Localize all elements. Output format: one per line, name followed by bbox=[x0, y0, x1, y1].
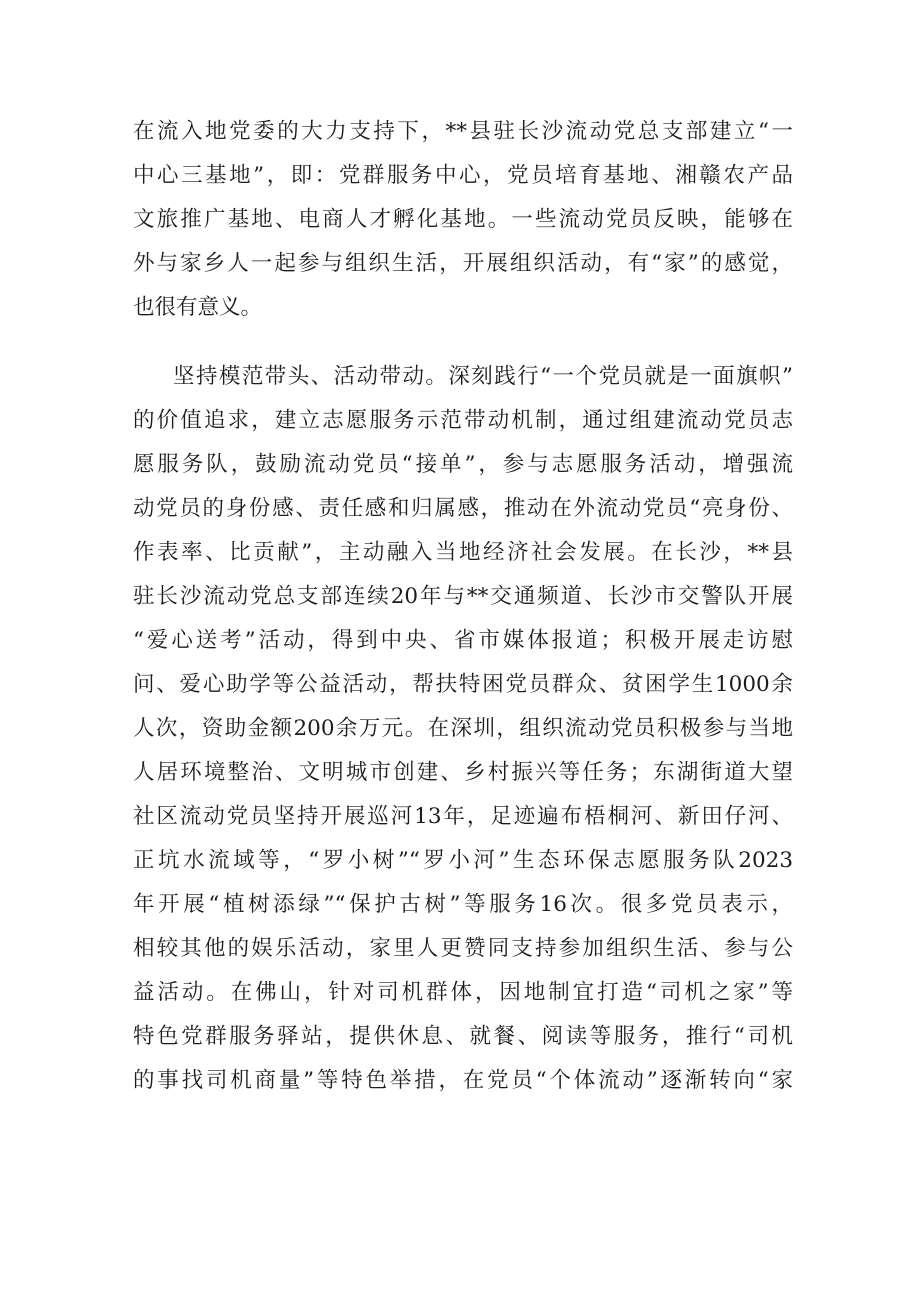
paragraph-line: 正坑水流域等，“罗小树”“罗小河”生态环保志愿服务队2023 bbox=[133, 848, 793, 873]
paragraph-line: 中心三基地”，即：党群服务中心，党员培育基地、湘赣农产品 bbox=[133, 163, 793, 188]
paragraph-line: 的价值追求，建立志愿服务示范带动机制，通过组建流动党员志 bbox=[133, 408, 793, 433]
paragraph-line: 特色党群服务驿站，提供休息、就餐、阅读等服务，推行“司机 bbox=[133, 1024, 793, 1049]
paragraph-line: 社区流动党员坚持开展巡河13年，足迹遍布梧桐河、新田仔河、 bbox=[133, 804, 793, 829]
paragraph-line: 相较其他的娱乐活动，家里人更赞同支持参加组织生活、参与公 bbox=[133, 936, 793, 961]
paragraph-line: 问、爱心助学等公益活动，帮扶特困党员群众、贫困学生1000余 bbox=[133, 672, 793, 697]
paragraph-line: 在流入地党委的大力支持下，**县驻长沙流动党总支部建立“一 bbox=[133, 119, 793, 144]
paragraph-line: 驻长沙流动党总支部连续20年与**交通频道、长沙市交警队开展 bbox=[133, 584, 793, 609]
paragraph-line: 的事找司机商量”等特色举措，在党员“个体流动”逐渐转向“家 bbox=[133, 1068, 793, 1093]
paragraph-line: 作表率、比贡献”，主动融入当地经济社会发展。在长沙，**县 bbox=[133, 540, 793, 565]
paragraph-line: 人次，资助金额200余万元。在深圳，组织流动党员积极参与当地 bbox=[133, 716, 793, 741]
paragraph-2 bbox=[133, 355, 793, 1103]
paragraph-line: 年开展“植树添绿”“保护古树”等服务16次。很多党员表示， bbox=[133, 892, 793, 917]
paragraph-line: 文旅推广基地、电商人才孵化基地。一些流动党员反映，能够在 bbox=[133, 207, 793, 232]
paragraph-1 bbox=[133, 110, 793, 330]
paragraph-line: “爱心送考”活动，得到中央、省市媒体报道；积极开展走访慰 bbox=[133, 628, 793, 653]
paragraph-line: 人居环境整治、文明城市创建、乡村振兴等任务；东湖街道大望 bbox=[133, 760, 793, 785]
paragraph-line: 坚持模范带头、活动带动。深刻践行“一个党员就是一面旗帜” bbox=[173, 364, 793, 389]
paragraph-line: 外与家乡人一起参与组织生活，开展组织活动，有“家”的感觉， bbox=[133, 251, 793, 276]
paragraph-line: 愿服务队，鼓励流动党员“接单”，参与志愿服务活动，增强流 bbox=[133, 452, 793, 477]
paragraph-line: 动党员的身份感、责任感和归属感，推动在外流动党员“亮身份、 bbox=[133, 496, 793, 521]
paragraph-line: 也很有意义。 bbox=[133, 295, 263, 320]
paragraph-line: 益活动。在佛山，针对司机群体，因地制宜打造“司机之家”等 bbox=[133, 980, 793, 1005]
